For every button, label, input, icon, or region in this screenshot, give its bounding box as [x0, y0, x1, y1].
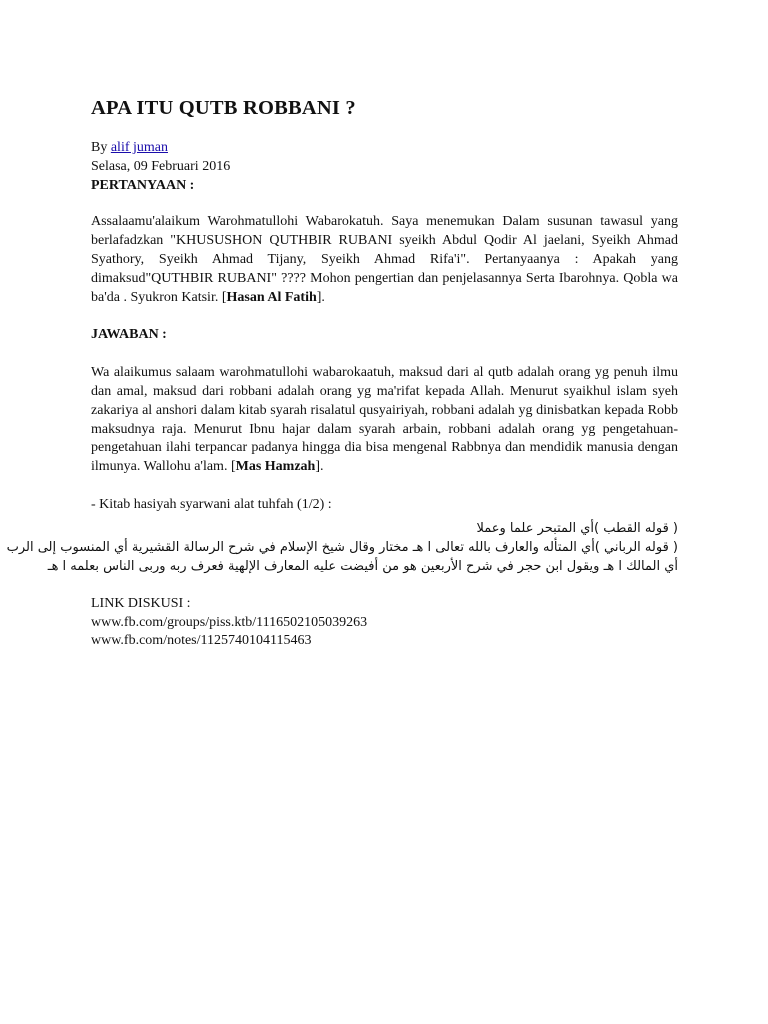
arabic-quote-line: ( قوله الرباني )أي المتأله والعارف بالله تعالى ا هـ مختار وقال شيخ الإسلام في شرح الرسالة القشيرية أي المنسوب إلى الرب — [6, 539, 678, 555]
question-close: ]. — [316, 289, 325, 305]
question-text: Assalaamu'alaikum Warohmatullohi Wabarokatuh. Saya menemukan Dalam susunan tawasul yang berlafadzkan "KHUSUSHON QUTHBIR RUBANI syeikh Abdul Qodir Al jaelani, Syeikh Ahmad Syathory, Syeikh Ahmad Tijany, Syeikh Ahmad Rifa'i". Pertanyaanya : Apakah yang dimaksud"QUTHBIR RUBANI" ???? Mohon pengertian dan penjelasannya Serta Ibarohnya. Qobla wa ba'da . Syukron Katsir. [ — [91, 214, 678, 305]
question-signature: Hasan Al Fatih — [226, 289, 317, 305]
discussion-link: www.fb.com/notes/1125740104115463 — [91, 633, 312, 649]
spacer — [91, 576, 678, 595]
reference-line: - Kitab hasiyah syarwani alat tuhfah (1/2) : — [91, 496, 332, 512]
arabic-quote-line: أي المالك ا هـ ويقول ابن حجر في شرح الأربعين هو من أفيضت عليه المعارف الإلهية فعرف ربه وربى الناس بعلمه ا هـ — [47, 558, 678, 574]
author-link[interactable]: alif juman — [110, 140, 168, 155]
spacer — [91, 307, 678, 326]
question-paragraph — [91, 213, 678, 307]
spacer — [91, 345, 678, 364]
question-heading: PERTANYAAN : — [91, 177, 195, 193]
byline-prefix: By — [91, 140, 111, 155]
spacer — [91, 477, 678, 496]
answer-signature: Mas Hamzah — [235, 459, 316, 475]
arabic-quote-line: ( قوله القطب )أي المتبحر علما وعملا — [476, 520, 678, 536]
answer-close: ]. — [315, 459, 324, 475]
answer-heading: JAWABAN : — [91, 327, 167, 343]
link-heading: LINK DISKUSI : — [91, 595, 191, 611]
spacer — [91, 195, 678, 213]
post-date: Selasa, 09 Februari 2016 — [91, 158, 231, 174]
answer-paragraph — [91, 364, 678, 477]
discussion-link: www.fb.com/groups/piss.ktb/1116502105039263 — [91, 614, 368, 630]
byline — [91, 139, 678, 158]
article-title: APA ITU QUTB ROBBANI ? — [91, 97, 356, 119]
answer-text: Wa alaikumus salaam warohmatullohi wabarokaatuh, maksud dari al qutb adalah orang yg penuh ilmu dan amal, maksud dari robbani adalah orang yg ma'rifat kepada Allah. Menurut syaikhul islam syeh zakariya al anshori dalam kitab syarah risalatul qusyairiyah, robbani adalah yg dinisbatkan kepada Robb maksudnya raja. Menurut Ibnu hajar dalam syarah arbain, robbani adalah orang yg pengetahuan-pengetahuan ilahi terpancar padanya hingga dia bisa mengenal Rabbnya dan mendidik manusia dengan ilmunya. Wallohu a'lam. [ — [91, 365, 678, 475]
article-body — [6, 96, 678, 651]
